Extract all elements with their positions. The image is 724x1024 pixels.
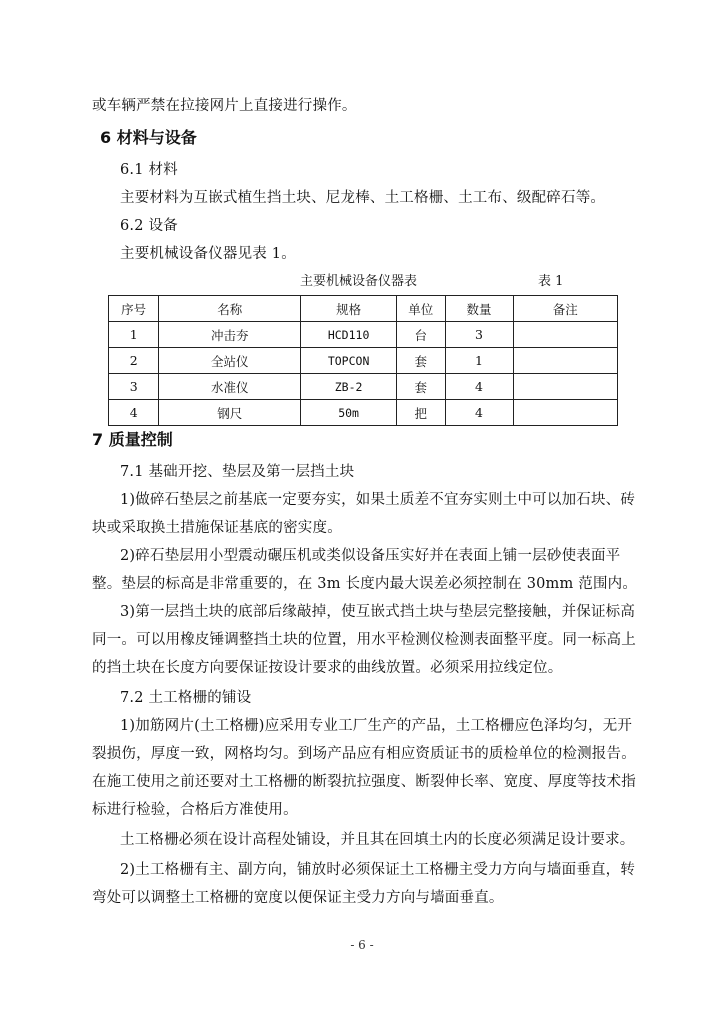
- table-cell: 1: [445, 348, 513, 374]
- table-cell: 4: [109, 400, 159, 426]
- table-cell: 4: [445, 400, 513, 426]
- paragraph-line: 标进行检验，合格后方准使用。: [92, 802, 298, 818]
- paragraph-line: 裂损伤，厚度一致，网格均匀。到场产品应有相应资质证书的质检单位的检测报告。: [92, 746, 636, 762]
- table-cell: 3: [109, 374, 159, 400]
- table-cell: 1: [109, 322, 159, 348]
- table-caption: 主要机械设备仪器表: [300, 274, 418, 289]
- paragraph-materials: 主要材料为互嵌式植生挡土块、尼龙棒、土工格栅、土工布、级配碎石等。: [120, 190, 606, 206]
- paragraph-equipment: 主要机械设备仪器见表 1。: [120, 246, 296, 262]
- equipment-table: [108, 295, 618, 426]
- table-row: [109, 374, 618, 400]
- table-cell: 套: [397, 348, 445, 374]
- table-cell: [513, 374, 617, 400]
- table-number: 表 1: [538, 274, 564, 289]
- table-cell: 冲击夯: [159, 322, 301, 348]
- paragraph-line: 的挡土块在长度方向要保证按设计要求的曲线放置。必须采用拉线定位。: [92, 660, 563, 676]
- table-cell: 把: [397, 400, 445, 426]
- paragraph-line: 整。垫层的标高是非常重要的，在 3m 长度内最大误差必须控制在 30mm 范围内。: [92, 576, 638, 592]
- table-cell: 3: [445, 322, 513, 348]
- table-cell: [513, 400, 617, 426]
- paragraph-continuation: 或车辆严禁在拉接网片上直接进行操作。: [92, 98, 357, 114]
- paragraph-line: 土工格栅必须在设计高程处铺设，并且其在回填土内的长度必须满足设计要求。: [120, 832, 635, 848]
- paragraph-line: 3)第一层挡土块的底部后缘敲掉，使互嵌式挡土块与垫层完整接触，并保证标高: [120, 604, 636, 620]
- section-heading-6: 6 材料与设备: [100, 128, 197, 147]
- table-cell: TOPCON: [301, 348, 397, 374]
- header-cell: 数量: [445, 296, 513, 322]
- paragraph-line: 同一。可以用橡皮锤调整挡土块的位置，用水平检测仪检测表面整平度。同一标高上: [92, 632, 636, 648]
- paragraph-line: 1)做碎石垫层之前基底一定要夯实，如果土质差不宜夯实则土中可以加石块、砖: [120, 492, 636, 508]
- header-cell: 名称: [159, 296, 301, 322]
- table-cell: 钢尺: [159, 400, 301, 426]
- table-cell: 水准仪: [159, 374, 301, 400]
- paragraph-line: 2)土工格栅有主、副方向，铺放时必须保证土工格栅主受力方向与墙面垂直，转: [120, 862, 636, 878]
- table-cell: ZB-2: [301, 374, 397, 400]
- paragraph-line: 在施工使用之前还要对土工格栅的断裂抗拉强度、断裂伸长率、宽度、厚度等技术指: [92, 774, 636, 790]
- paragraph-line: 2)碎石垫层用小型震动碾压机或类似设备压实好并在表面上铺一层砂使表面平: [120, 548, 621, 564]
- table-cell: HCD110: [301, 322, 397, 348]
- paragraph-line: 块或采取换土措施保证基底的密实度。: [92, 520, 342, 536]
- header-cell: 规格: [301, 296, 397, 322]
- header-cell: 单位: [397, 296, 445, 322]
- table-cell: [513, 322, 617, 348]
- table-cell: 4: [445, 374, 513, 400]
- table-cell: 2: [109, 348, 159, 374]
- subsection-heading-7-1: 7.1 基础开挖、垫层及第一层挡土块: [120, 464, 355, 480]
- table-cell: 套: [397, 374, 445, 400]
- section-heading-7: 7 质量控制: [92, 430, 173, 449]
- subsection-heading-6-1: 6.1 材料: [120, 162, 178, 178]
- paragraph-line: 1)加筋网片(土工格栅)应采用专业工厂生产的产品，土工格栅应色泽均匀，无开: [120, 718, 633, 734]
- table-header-row: [109, 296, 618, 322]
- table-row: [109, 400, 618, 426]
- table-row: [109, 348, 618, 374]
- table-cell: 50m: [301, 400, 397, 426]
- table-cell: 台: [397, 322, 445, 348]
- table-row: [109, 322, 618, 348]
- table-cell: 全站仪: [159, 348, 301, 374]
- header-cell: 序号: [109, 296, 159, 322]
- table-cell: [513, 348, 617, 374]
- page-number: - 6 -: [350, 938, 374, 952]
- subsection-heading-6-2: 6.2 设备: [120, 218, 178, 234]
- subsection-heading-7-2: 7.2 土工格栅的铺设: [120, 690, 252, 706]
- header-cell: 备注: [513, 296, 617, 322]
- paragraph-line: 弯处可以调整土工格栅的宽度以便保证主受力方向与墙面垂直。: [92, 890, 504, 906]
